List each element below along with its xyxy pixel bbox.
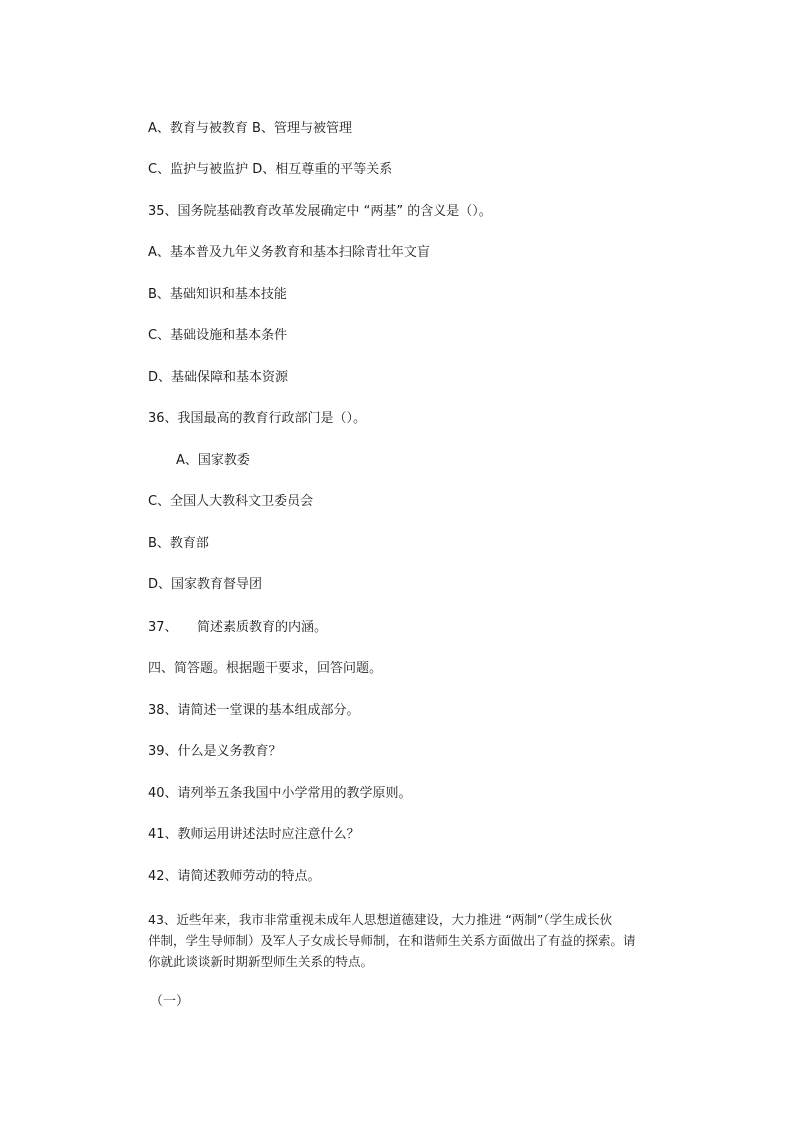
option-35-c: C、基础设施和基本条件	[148, 328, 288, 343]
question-43-line-2: 伴制，学生导师制）及军人子女成长导师制，在和谐师生关系方面做出了有益的探索。请	[148, 933, 636, 948]
option-36-c: C、全国人大教科文卫委员会	[148, 494, 314, 509]
option-36-d: D、国家教育督导团	[148, 577, 263, 592]
question-39: 39、什么是义务教育？	[148, 744, 282, 759]
option-36-b: B、教育部	[148, 536, 209, 551]
option-35-b: B、基础知识和基本技能	[148, 287, 287, 302]
option-line-q34-cd: C、监护与被监护 D、相互尊重的平等关系	[148, 162, 393, 177]
question-42: 42、请简述教师劳动的特点。	[148, 869, 321, 884]
question-35: 35、国务院基础教育改革发展确定中 “两基” 的含义是（）。	[148, 204, 492, 219]
question-36: 36、我国最高的教育行政部门是（）。	[148, 411, 367, 426]
answer-section-marker: （一）	[150, 994, 190, 1009]
question-43-line-1: 43、近些年来，我市非常重视未成年人思想道德建设，大力推进 “两制”（学生成长伙	[148, 912, 613, 927]
section-heading-short-answer: 四、简答题。根据题干要求，回答问题。	[148, 661, 383, 676]
question-40: 40、请列举五条我国中小学常用的教学原则。	[148, 786, 412, 801]
question-38: 38、请简述一堂课的基本组成部分。	[148, 703, 360, 718]
question-37: 37、 简述素质教育的内涵。	[148, 620, 328, 635]
option-35-d: D、基础保障和基本资源	[148, 370, 289, 385]
option-line-q34-ab: A、教育与被教育 B、管理与被管理	[148, 121, 352, 136]
question-41: 41、教师运用讲述法时应注意什么？	[148, 827, 360, 842]
option-36-a: A、国家教委	[176, 453, 250, 468]
option-35-a: A、基本普及九年义务教育和基本扫除青壮年文盲	[148, 245, 430, 260]
question-43-line-3: 你就此谈谈新时期新型师生关系的特点。	[148, 954, 374, 969]
